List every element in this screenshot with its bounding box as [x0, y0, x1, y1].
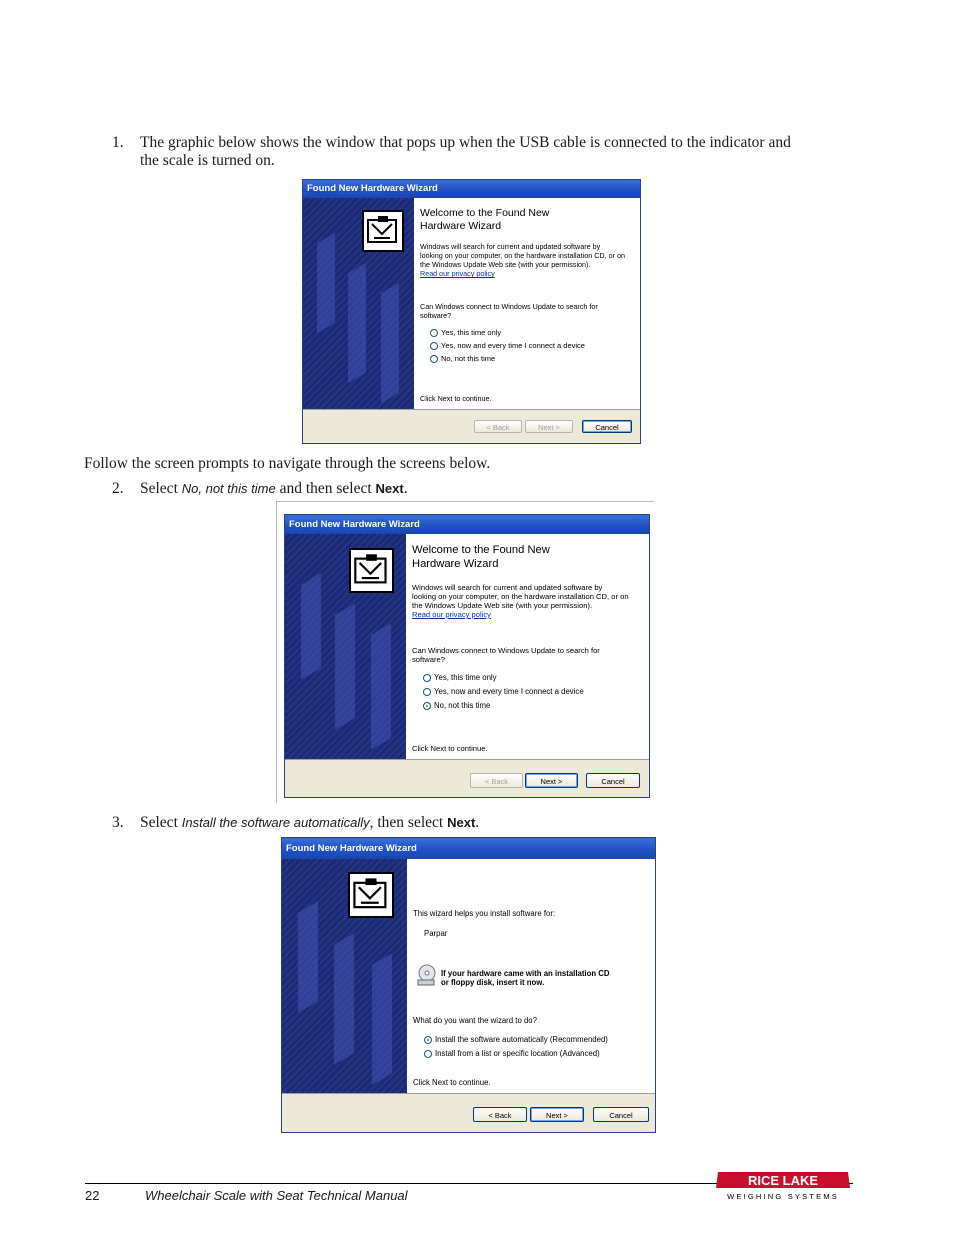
radio-install-from-list[interactable]: Install from a list or specific location (Advanced)	[424, 1049, 600, 1058]
wizard-heading: Welcome to the Found New	[412, 544, 550, 556]
step-1-text-line1: The graphic below shows the window that pops up when the USB cable is connected to the indicator and	[140, 134, 791, 151]
cd-instruction: If your hardware came with an installation CD	[441, 969, 610, 978]
step-number: 2.	[112, 480, 124, 497]
step-3	[112, 814, 712, 832]
wizard-description: Windows will search for current and updated software by	[412, 583, 603, 592]
option-reference: Install the software automatically	[181, 815, 370, 830]
hardware-icon	[348, 872, 394, 918]
wizard-heading: Welcome to the Found New	[420, 207, 550, 219]
wizard-continue-text: Click Next to continue.	[413, 1078, 491, 1087]
button-reference: Next	[375, 481, 404, 496]
step-text: Select	[140, 480, 182, 497]
wizard-title-bar: Found New Hardware Wizard	[282, 838, 655, 859]
step-1	[112, 134, 872, 170]
radio-yes-this-time[interactable]: Yes, this time only	[430, 328, 501, 337]
next-button[interactable]: Next >	[530, 1107, 584, 1122]
next-button[interactable]: Next >	[525, 420, 573, 433]
wizard-title-bar: Found New Hardware Wizard	[303, 180, 640, 198]
cancel-button[interactable]: Cancel	[593, 1107, 649, 1122]
wizard-question: software?	[420, 311, 452, 320]
wizard-description: the Windows Update Web site (with your permission).	[412, 601, 593, 610]
wizard-description: the Windows Update Web site (with your permission).	[420, 260, 591, 269]
step-number: 1.	[112, 134, 124, 151]
hardware-icon	[362, 210, 404, 252]
wizard-heading: Hardware Wizard	[420, 220, 502, 232]
wizard-heading: Hardware Wizard	[412, 558, 499, 570]
wizard-question: software?	[412, 655, 445, 664]
screenshot-border	[276, 501, 277, 803]
wizard-intro-text: This wizard helps you install software for:	[413, 909, 556, 918]
next-button[interactable]: Next >	[525, 773, 578, 788]
radio-yes-every-time[interactable]: Yes, now and every time I connect a device	[430, 341, 585, 350]
option-reference: No, not this time	[181, 481, 276, 496]
wizard-continue-text: Click Next to continue.	[412, 744, 488, 753]
cancel-button[interactable]: Cancel	[586, 773, 640, 788]
step-text: , then select	[369, 814, 448, 831]
cancel-button[interactable]: Cancel	[582, 420, 632, 433]
device-name: Parpar	[424, 929, 448, 938]
back-button[interactable]: < Back	[470, 773, 523, 788]
page-number: 22	[85, 1188, 100, 1203]
svg-text:WEIGHING SYSTEMS: WEIGHING SYSTEMS	[727, 1192, 839, 1201]
step-text: .	[403, 480, 408, 497]
radio-no-not-this-time[interactable]: No, not this time	[423, 701, 490, 710]
screenshot-border	[276, 501, 654, 502]
wizard-description: looking on your computer, on the hardware installation CD, or on	[412, 592, 629, 601]
cd-icon	[415, 963, 439, 987]
wizard-title-bar: Found New Hardware Wizard	[285, 515, 649, 534]
cd-instruction: or floppy disk, insert it now.	[441, 978, 545, 987]
step-text: Select	[140, 814, 182, 831]
wizard-screenshot-2	[284, 514, 650, 798]
manual-title: Wheelchair Scale with Seat Technical Manual	[145, 1188, 408, 1203]
wizard-screenshot-3	[281, 837, 656, 1133]
radio-no-not-this-time[interactable]: No, not this time	[430, 354, 495, 363]
button-reference: Next	[447, 815, 476, 830]
wizard-question: What do you want the wizard to do?	[413, 1016, 537, 1025]
step-2	[112, 480, 712, 498]
privacy-policy-link[interactable]: Read our privacy policy	[412, 610, 491, 619]
wizard-question: Can Windows connect to Windows Update to search for	[412, 646, 600, 655]
radio-yes-every-time[interactable]: Yes, now and every time I connect a device	[423, 687, 584, 696]
step-text: and then select	[275, 480, 376, 497]
step-1-text-line2: the scale is turned on.	[140, 152, 275, 169]
logo-text: RICE LAKE	[747, 1173, 819, 1188]
wizard-question: Can Windows connect to Windows Update to search for	[420, 302, 598, 311]
rice-lake-logo	[714, 1170, 852, 1202]
back-button[interactable]: < Back	[473, 1107, 527, 1122]
back-button[interactable]: < Back	[474, 420, 522, 433]
intro-text: Follow the screen prompts to navigate through the screens below.	[84, 455, 491, 472]
hardware-icon	[349, 548, 394, 593]
wizard-description: looking on your computer, on the hardware installation CD, or on	[420, 251, 625, 260]
step-number: 3.	[112, 814, 124, 831]
wizard-description: Windows will search for current and updated software by	[420, 242, 601, 251]
privacy-policy-link[interactable]: Read our privacy policy	[420, 269, 495, 278]
step-text: .	[475, 814, 480, 831]
radio-install-automatically[interactable]: Install the software automatically (Recommended)	[424, 1035, 608, 1044]
wizard-screenshot-1	[302, 179, 641, 444]
radio-yes-this-time[interactable]: Yes, this time only	[423, 673, 497, 682]
wizard-continue-text: Click Next to continue.	[420, 394, 492, 403]
